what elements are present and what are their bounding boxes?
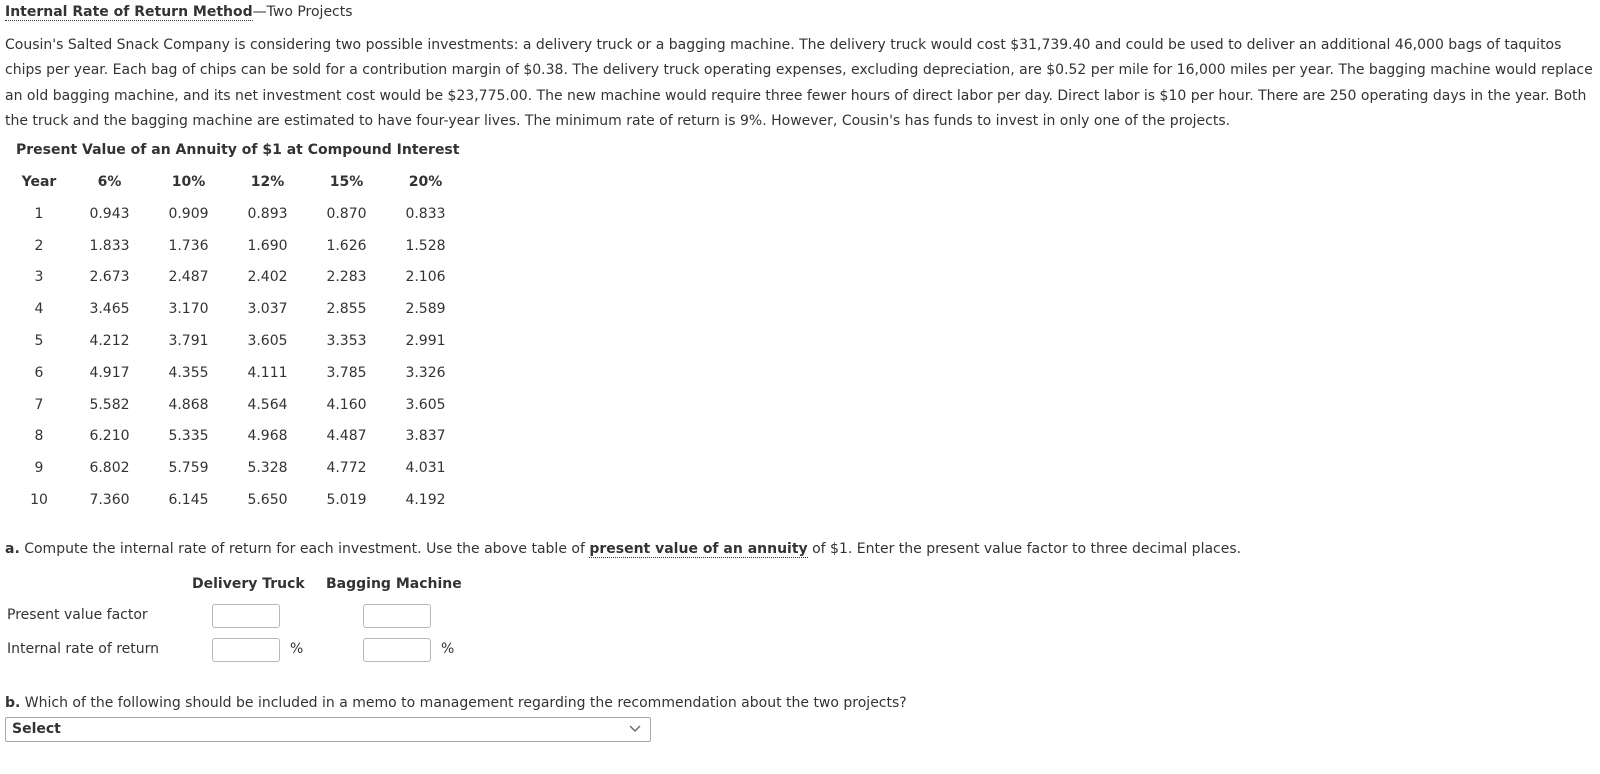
column-header-bagging-machine: Bagging Machine — [326, 576, 462, 592]
table-row — [8, 198, 465, 230]
pv-annuity-link[interactable]: present value of an annuity — [589, 541, 808, 557]
question-b-label: b. — [5, 695, 21, 711]
factor-cell: 5.650 — [247, 492, 288, 509]
question-b — [5, 695, 907, 711]
column-header: 15% — [329, 174, 364, 190]
title-suffix: —Two Projects — [252, 4, 353, 20]
year-cell: 10 — [30, 492, 48, 509]
question-a-text-before: Compute the internal rate of return for each investment. Use the above table of — [24, 541, 585, 557]
percent-sign: % — [441, 641, 455, 657]
factor-cell: 3.605 — [405, 396, 446, 413]
factor-cell: 1.736 — [168, 237, 209, 254]
factor-cell: 6.145 — [168, 492, 209, 509]
chevron-down-icon — [629, 722, 641, 734]
factor-cell: 4.968 — [247, 428, 288, 445]
factor-cell: 4.160 — [326, 396, 367, 413]
question-a-text-after: of $1. Enter the present value factor to three decimal places. — [812, 541, 1242, 557]
table-row — [8, 452, 465, 484]
factor-cell: 4.772 — [326, 460, 367, 477]
factor-cell: 4.917 — [89, 364, 130, 381]
year-cell: 1 — [34, 205, 44, 222]
table-header-row — [8, 166, 465, 198]
factor-cell: 1.626 — [326, 237, 367, 254]
table-row — [8, 262, 465, 294]
year-cell: 9 — [34, 460, 44, 477]
factor-cell: 5.328 — [247, 460, 288, 477]
factor-cell: 4.355 — [168, 364, 209, 381]
column-header: Year — [21, 174, 57, 190]
factor-cell: 5.582 — [89, 396, 130, 413]
factor-cell: 3.465 — [89, 301, 130, 318]
factor-cell: 2.589 — [405, 301, 446, 318]
table-row — [8, 421, 465, 453]
factor-cell: 1.528 — [405, 237, 446, 254]
factor-cell: 3.353 — [326, 333, 367, 350]
factor-cell: 7.360 — [89, 492, 130, 509]
factor-cell: 3.837 — [405, 428, 446, 445]
title-link[interactable]: Internal Rate of Return Method — [5, 4, 253, 20]
column-header: 10% — [171, 174, 206, 190]
factor-cell: 4.111 — [247, 364, 288, 381]
factor-cell: 2.283 — [326, 269, 367, 286]
factor-cell: 4.487 — [326, 428, 367, 445]
factor-cell: 3.326 — [405, 364, 446, 381]
row-label-irr: Internal rate of return — [7, 641, 160, 657]
factor-cell: 2.402 — [247, 269, 288, 286]
factor-cell: 5.335 — [168, 428, 209, 445]
question-a-label: a. — [5, 541, 20, 557]
factor-cell: 2.673 — [89, 269, 130, 286]
table-row — [8, 484, 465, 516]
pv-annuity-table — [8, 166, 465, 516]
factor-cell: 2.487 — [168, 269, 209, 286]
question-b-text: Which of the following should be included in a memo to management regarding the recommendation about the two projects? — [24, 695, 907, 711]
factor-cell: 3.791 — [168, 333, 209, 350]
problem-description: Cousin's Salted Snack Company is considering two possible investments: a delivery truck or a bagging machine. The delivery truck would cost $31,739.40 and could be used to deliver an additional 46,000 bags of taquitos chips per year. Each bag of chips can be sold for a contribution margin of $0.38. The delivery truck operating expenses, excluding depreciation, are $0.52 per mile for 16,000 miles per year. The bagging machine would replace an old bagging machine, and its net investment cost would be $23,775.00. The new machine would require three fewer hours of direct labor per day. Direct labor is $10 per hour. There are 250 operating days in the year. Both the truck and the bagging machine are estimated to have four-year lives. The minimum rate of return is 9%. However, Cousin's has funds to invest in only one of the projects. — [5, 37, 1593, 129]
factor-cell: 2.106 — [405, 269, 446, 286]
factor-cell: 4.868 — [168, 396, 209, 413]
factor-cell: 6.802 — [89, 460, 130, 477]
year-cell: 2 — [34, 237, 44, 254]
table-row — [8, 357, 465, 389]
year-cell: 8 — [34, 428, 44, 445]
table-row — [8, 230, 465, 262]
column-header: 20% — [408, 174, 443, 190]
pv-table-body — [8, 198, 465, 516]
year-cell: 7 — [34, 396, 44, 413]
year-cell: 6 — [34, 364, 44, 381]
memo-recommendation-select[interactable] — [5, 717, 651, 742]
pv-table-title: Present Value of an Annuity of $1 at Compound Interest — [16, 142, 460, 158]
factor-cell: 5.759 — [168, 460, 209, 477]
factor-cell: 1.690 — [247, 237, 288, 254]
factor-cell: 3.785 — [326, 364, 367, 381]
factor-cell: 3.170 — [168, 301, 209, 318]
truck-irr-input[interactable] — [212, 638, 280, 662]
row-label-pv-factor: Present value factor — [7, 607, 148, 623]
table-row — [8, 389, 465, 421]
truck-pv-factor-input[interactable] — [212, 604, 280, 628]
factor-cell: 0.833 — [405, 205, 446, 222]
factor-cell: 0.909 — [168, 205, 209, 222]
factor-cell: 0.943 — [89, 205, 130, 222]
column-header-delivery-truck: Delivery Truck — [192, 576, 305, 592]
factor-cell: 5.019 — [326, 492, 367, 509]
page-title — [5, 3, 353, 21]
factor-cell: 2.855 — [326, 301, 367, 318]
table-row — [8, 325, 465, 357]
select-value: Select — [12, 721, 61, 737]
column-header: 6% — [97, 174, 122, 190]
factor-cell: 4.564 — [247, 396, 288, 413]
machine-irr-input[interactable] — [363, 638, 431, 662]
factor-cell: 0.893 — [247, 205, 288, 222]
factor-cell: 1.833 — [89, 237, 130, 254]
factor-cell: 3.037 — [247, 301, 288, 318]
year-cell: 3 — [34, 269, 44, 286]
year-cell: 4 — [34, 301, 44, 318]
percent-sign: % — [290, 641, 304, 657]
factor-cell: 4.212 — [89, 333, 130, 350]
factor-cell: 6.210 — [89, 428, 130, 445]
factor-cell: 3.605 — [247, 333, 288, 350]
table-row — [8, 293, 465, 325]
factor-cell: 4.192 — [405, 492, 446, 509]
factor-cell: 2.991 — [405, 333, 446, 350]
question-a — [5, 541, 1241, 557]
machine-pv-factor-input[interactable] — [363, 604, 431, 628]
factor-cell: 0.870 — [326, 205, 367, 222]
factor-cell: 4.031 — [405, 460, 446, 477]
year-cell: 5 — [34, 333, 44, 350]
column-header: 12% — [250, 174, 285, 190]
